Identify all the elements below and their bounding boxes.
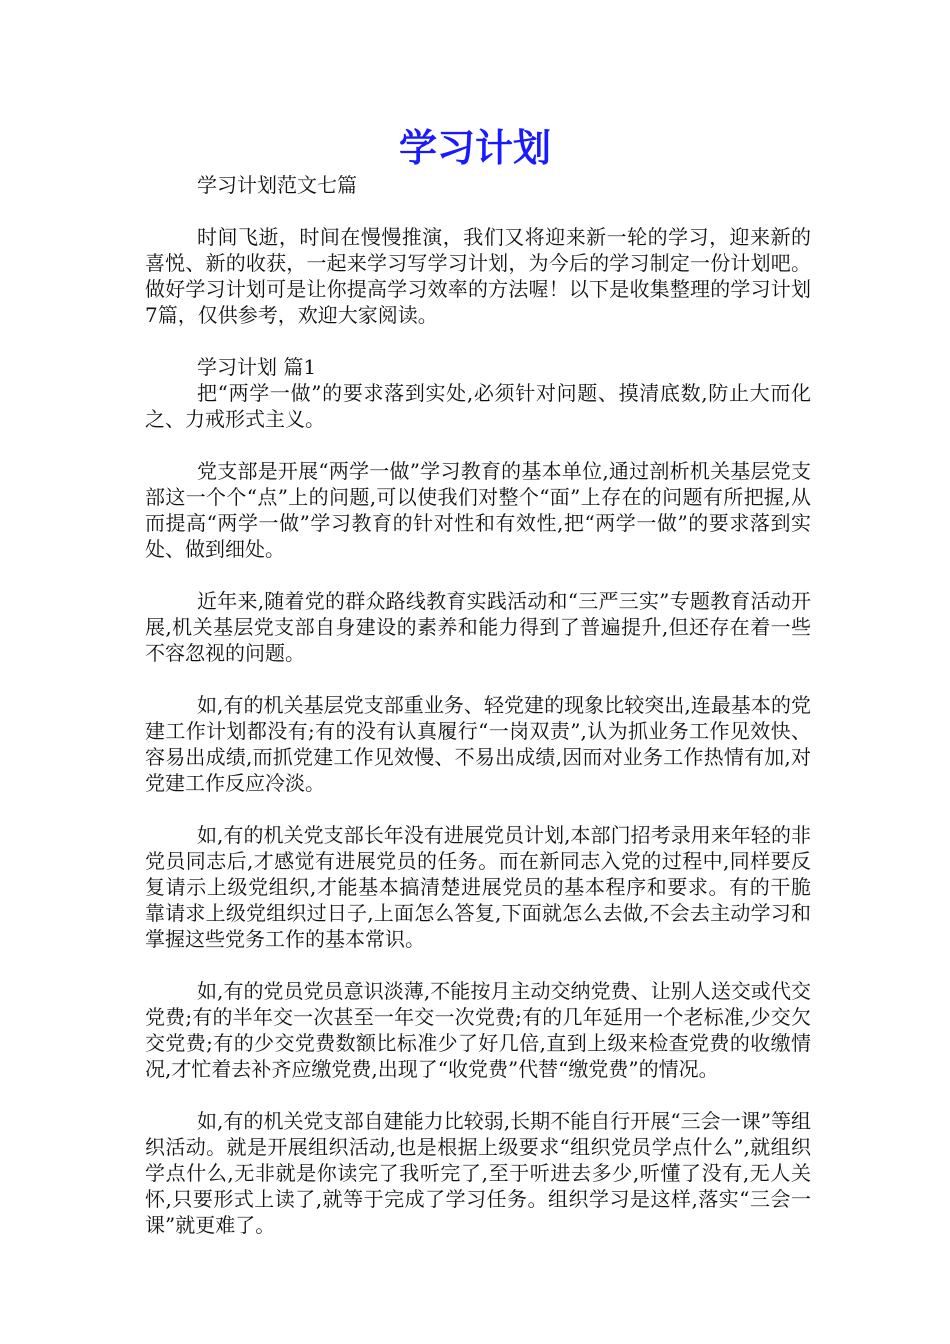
body-paragraph: 党支部是开展“两学一做”学习教育的基本单位,通过剖析机关基层党支部这一个个“点”上的问题,可以使我们对整个“面”上存在的问题有所把握,从而提高“两学一做”学习教育的针对性和有效性,把“两学一做”的要求落到实处、做到细处。 <box>145 459 811 561</box>
document-body <box>145 172 811 1264</box>
document-title: 学习计划 <box>398 126 551 170</box>
body-paragraph: 如,有的机关党支部自建能力比较弱,长期不能自行开展“三会一课”等组织活动。就是开展组织活动,也是根据上级要求“组织党员学点什么”,就组织学点什么,无非就是你读完了我听完了,至于听进去多少,听懂了没有,无人关怀,只要形式上读了,就等于完成了学习任务。组织学习是这样,落实“三会一课”就更难了。 <box>145 1109 811 1237</box>
body-paragraph: 如,有的机关党支部长年没有进展党员计划,本部门招考录用来年轻的非党员同志后,才感觉有进展党员的任务。而在新同志入党的过程中,同样要反复请示上级党组织,才能基本搞清楚进展党员的基本程序和要求。有的干脆靠请求上级党组织过日子,上面怎么答复,下面就怎么去做,不会去主动学习和掌握这些党务工作的基本常识。 <box>145 823 811 951</box>
body-paragraph: 如,有的党员党员意识淡薄,不能按月主动交纳党费、让别人送交或代交党费;有的半年交一次甚至一年交一次党费;有的几年延用一个老标准,少交欠交党费;有的少交党费数额比标准少了好几倍,直到上级来检查党费的收缴情况,才忙着去补齐应缴党费,出现了“收党费”代替“缴党费”的情况。 <box>145 979 811 1081</box>
section-heading: 学习计划 篇1 <box>197 355 317 379</box>
body-paragraph: 近年来,随着党的群众路线教育实践活动和“三严三实”专题教育活动开展,机关基层党支部自身建设的素养和能力得到了普遍提升,但还存在着一些不容忽视的问题。 <box>145 589 811 665</box>
body-paragraph: 如,有的机关基层党支部重业务、轻党建的现象比较突出,连最基本的党建工作计划都没有;有的没有认真履行“一岗双责”,认为抓业务工作见效快、容易出成绩,而抓党建工作见效慢、不易出成绩,因而对业务工作热情有加,对党建工作反应冷淡。 <box>145 693 811 795</box>
intro-paragraph: 时间飞逝，时间在慢慢推演，我们又将迎来新一轮的学习，迎来新的喜悦、新的收获，一起来学习写学习计划，为今后的学习制定一份计划吧。做好学习计划可是让你提高学习效率的方法喔！以下是收集整理的学习计划7篇，仅供参考，欢迎大家阅读。 <box>145 225 811 327</box>
body-paragraph: 把“两学一做”的要求落到实处,必须针对问题、摸清底数,防止大而化之、力戒形式主义。 <box>145 381 811 431</box>
document-subtitle: 学习计划范文七篇 <box>197 173 357 197</box>
